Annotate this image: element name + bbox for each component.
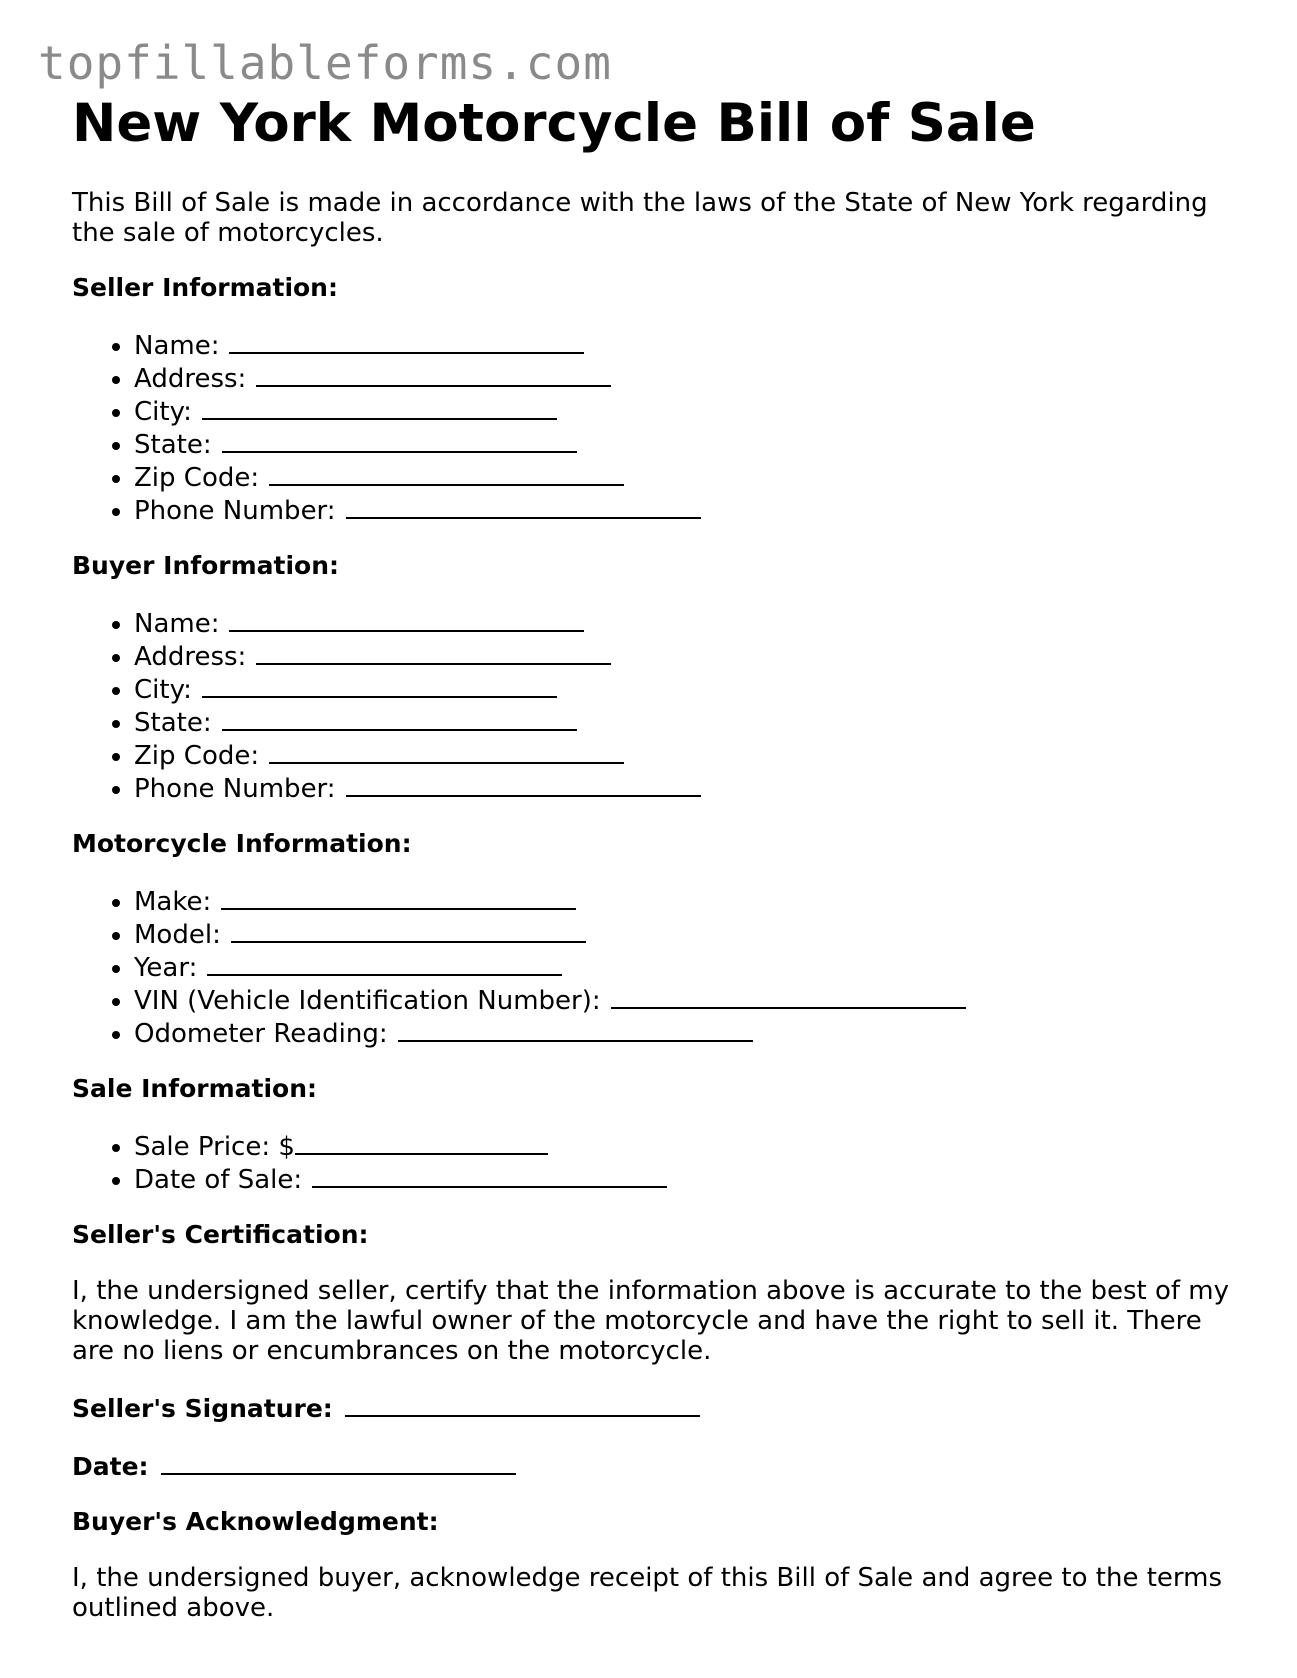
sale-info-heading: Sale Information: xyxy=(72,1074,317,1103)
field-label: City: xyxy=(134,675,192,705)
motorcycle-year-field xyxy=(134,950,1242,983)
motorcycle-vin-field xyxy=(134,983,1242,1016)
buyer-name-field xyxy=(134,606,1242,639)
buyer-phone-blank[interactable] xyxy=(346,771,701,797)
field-label: Sale Price: $ xyxy=(134,1132,295,1162)
motorcycle-info-heading: Motorcycle Information: xyxy=(72,829,412,858)
date-line xyxy=(72,1449,1242,1482)
watermark-logo: topfillableforms.com xyxy=(38,36,612,90)
field-label: Date of Sale: xyxy=(134,1165,303,1195)
sale-price-blank[interactable] xyxy=(295,1129,548,1155)
buyer-city-blank[interactable] xyxy=(202,672,557,698)
motorcycle-model-field xyxy=(134,917,1242,950)
seller-address-blank[interactable] xyxy=(256,361,611,387)
field-label: Name: xyxy=(134,331,220,361)
motorcycle-year-blank[interactable] xyxy=(207,950,562,976)
seller-name-field xyxy=(134,328,1242,361)
field-label: Year: xyxy=(134,953,198,983)
seller-zip-field xyxy=(134,460,1242,493)
buyer-address-blank[interactable] xyxy=(256,639,611,665)
date-label: Date: xyxy=(72,1452,149,1481)
field-label: Phone Number: xyxy=(134,496,336,526)
sale-date-field xyxy=(134,1162,1242,1195)
field-label: State: xyxy=(134,430,212,460)
seller-zip-blank[interactable] xyxy=(269,460,624,486)
buyer-name-blank[interactable] xyxy=(229,606,584,632)
motorcycle-make-blank[interactable] xyxy=(221,884,576,910)
date-blank[interactable] xyxy=(161,1449,516,1475)
field-label: Model: xyxy=(134,920,221,950)
seller-signature-line xyxy=(72,1391,1242,1424)
motorcycle-model-blank[interactable] xyxy=(231,917,586,943)
motorcycle-info-list xyxy=(72,884,1242,1049)
field-label: Address: xyxy=(134,642,247,672)
seller-signature-blank[interactable] xyxy=(345,1391,700,1417)
buyer-city-field xyxy=(134,672,1242,705)
motorcycle-make-field xyxy=(134,884,1242,917)
field-label: Odometer Reading: xyxy=(134,1019,388,1049)
seller-city-blank[interactable] xyxy=(202,394,557,420)
buyer-info-heading: Buyer Information: xyxy=(72,551,340,580)
buyer-info-list xyxy=(72,606,1242,804)
buyer-state-blank[interactable] xyxy=(222,705,577,731)
sale-info-list xyxy=(72,1129,1242,1195)
buyer-acknowledgment-heading: Buyer's Acknowledgment: xyxy=(72,1507,439,1536)
sale-price-field xyxy=(134,1129,1242,1162)
field-label: City: xyxy=(134,397,192,427)
buyer-zip-field xyxy=(134,738,1242,771)
seller-certification-heading: Seller's Certification: xyxy=(72,1220,369,1249)
seller-state-blank[interactable] xyxy=(222,427,577,453)
seller-phone-blank[interactable] xyxy=(346,493,701,519)
seller-info-heading: Seller Information: xyxy=(72,273,338,302)
field-label: VIN (Vehicle Identification Number): xyxy=(134,986,601,1016)
seller-certification-text: I, the undersigned seller, certify that the information above is accurate to the best of my knowledge. I am the lawful owner of the motorcycle and have the right to sell it. There are no liens or encumbrances on the motorcycle. xyxy=(72,1276,1230,1366)
page-title: New York Motorcycle Bill of Sale xyxy=(72,93,1036,154)
seller-info-list xyxy=(72,328,1242,526)
seller-name-blank[interactable] xyxy=(229,328,584,354)
motorcycle-odometer-field xyxy=(134,1016,1242,1049)
seller-address-field xyxy=(134,361,1242,394)
field-label: Zip Code: xyxy=(134,463,260,493)
motorcycle-vin-blank[interactable] xyxy=(611,983,966,1009)
field-label: Phone Number: xyxy=(134,774,336,804)
field-label: Make: xyxy=(134,887,212,917)
seller-signature-label: Seller's Signature: xyxy=(72,1394,333,1423)
seller-state-field xyxy=(134,427,1242,460)
field-label: State: xyxy=(134,708,212,738)
buyer-phone-field xyxy=(134,771,1242,804)
buyer-zip-blank[interactable] xyxy=(269,738,624,764)
intro-paragraph: This Bill of Sale is made in accordance with the laws of the State of New York regarding the sale of motorcycles. xyxy=(72,188,1208,248)
sale-date-blank[interactable] xyxy=(312,1162,667,1188)
seller-phone-field xyxy=(134,493,1242,526)
seller-city-field xyxy=(134,394,1242,427)
motorcycle-odometer-blank[interactable] xyxy=(398,1016,753,1042)
buyer-acknowledgment-text: I, the undersigned buyer, acknowledge receipt of this Bill of Sale and agree to the terms outlined above. xyxy=(72,1563,1223,1623)
field-label: Zip Code: xyxy=(134,741,260,771)
buyer-state-field xyxy=(134,705,1242,738)
document-body xyxy=(72,92,1242,1623)
field-label: Name: xyxy=(134,609,220,639)
field-label: Address: xyxy=(134,364,247,394)
buyer-address-field xyxy=(134,639,1242,672)
